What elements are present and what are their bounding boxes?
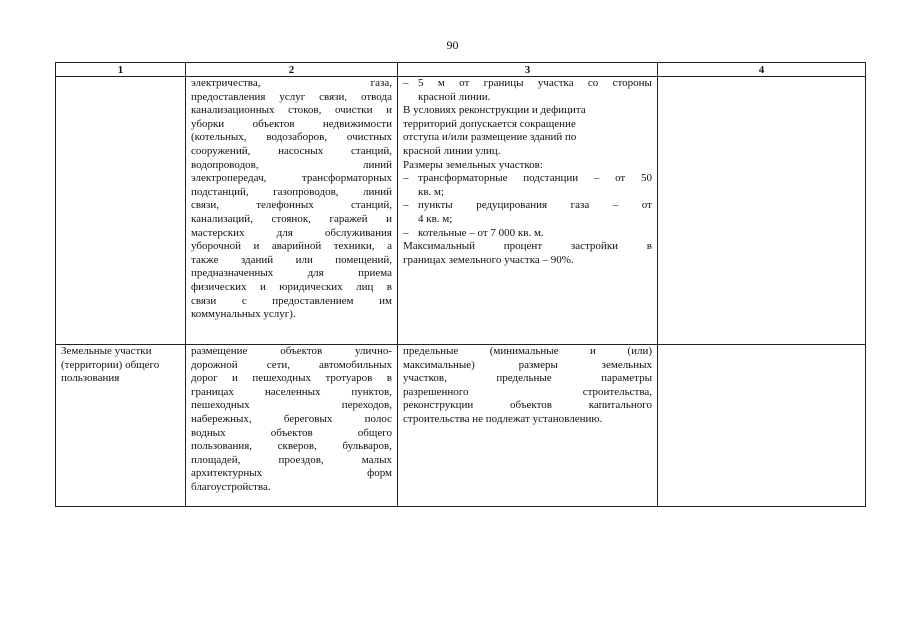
- text-line: уборочной и аварийной техники, а: [191, 240, 392, 253]
- text-line: Земельные участки: [61, 345, 152, 357]
- header-col-3: 3: [398, 63, 658, 77]
- text-line: Максимальный процент застройки в: [403, 240, 652, 253]
- text-line: связи с предоставлением им: [191, 294, 392, 307]
- text-line: сооружений, насосных станций,: [191, 144, 392, 157]
- list-item: [403, 172, 652, 199]
- row1-col4-cell: [658, 77, 866, 345]
- text-line: предельные (минимальные и (или): [403, 345, 652, 357]
- text-line: предоставления услуг связи, отвода: [191, 90, 392, 103]
- text-line: подстанций, газопроводов, линий: [191, 185, 392, 198]
- text-line: дорог и пешеходных тротуаров в: [191, 372, 392, 385]
- dash-marker: –: [403, 226, 409, 239]
- text-line: водопроводов, линий: [191, 158, 392, 171]
- text-line: пользования, скверов, бульваров,: [191, 440, 392, 453]
- text-line: максимальные) размеры земельных: [403, 358, 652, 371]
- list-item: [403, 77, 652, 104]
- text-line: кв. м;: [418, 185, 445, 198]
- header-row: [56, 63, 866, 77]
- page-number: 90: [446, 38, 459, 52]
- text-line: канализационных стоков, очистки и: [191, 104, 392, 117]
- text-line: (котельных, водозаборов, очистных: [191, 131, 392, 144]
- text-line: также зданий или помещений,: [191, 253, 392, 266]
- list-item: [403, 199, 652, 226]
- text-line: дорожной сети, автомобильных: [191, 358, 392, 371]
- text-line: электричества, газа,: [191, 77, 392, 89]
- row1-col2-cell: [186, 77, 398, 345]
- dash-marker: –: [403, 172, 409, 185]
- text-line: границах населенных пунктов,: [191, 385, 392, 398]
- text-line: коммунальных услуг).: [191, 308, 296, 321]
- row1-col1-cell: [56, 77, 186, 345]
- sizes-title: Размеры земельных участков:: [403, 158, 543, 171]
- header-col-1: 1: [56, 63, 186, 77]
- text-line: отступа и/или размещение зданий по: [403, 131, 577, 144]
- text-line: территорий допускается сокращение: [403, 117, 576, 130]
- text-line: пункты редуцирования газа – от: [418, 199, 652, 212]
- text-line: красной линии улиц.: [403, 144, 501, 157]
- text-line: физических и юридических лиц в: [191, 280, 392, 293]
- text-line: уборки объектов недвижимости: [191, 117, 392, 130]
- text-line: красной линии.: [418, 90, 491, 103]
- text-line: строительства не подлежат установлению.: [403, 412, 603, 425]
- text-line: предназначенных для приема: [191, 267, 392, 280]
- table-row: [56, 345, 866, 507]
- text-line: разрешенного строительства,: [403, 385, 652, 398]
- header-col-4: 4: [658, 63, 866, 77]
- text-line: набережных, береговых полос: [191, 412, 392, 425]
- zoning-table: [55, 62, 866, 507]
- text-line: (территории) общего: [61, 358, 160, 371]
- row1-col3-cell: [398, 77, 658, 345]
- row2-col1-cell: [56, 345, 186, 507]
- text-line: В условиях реконструкции и дефицита: [403, 104, 586, 117]
- text-line: котельные – от 7 000 кв. м.: [418, 226, 544, 239]
- text-line: пользования: [61, 372, 120, 385]
- text-line: электропередач, трансформаторных: [191, 172, 392, 185]
- text-line: канализаций, стоянок, гаражей и: [191, 212, 392, 225]
- table-row: [56, 77, 866, 345]
- header-col-2: 2: [186, 63, 398, 77]
- text-line: пешеходных переходов,: [191, 399, 392, 412]
- dash-marker: –: [403, 199, 409, 212]
- text-line: трансформаторные подстанции – от 50: [418, 172, 652, 185]
- list-item: [403, 227, 652, 241]
- dash-marker: –: [403, 77, 409, 89]
- text-line: размещение объектов улично-: [191, 345, 392, 357]
- text-line: благоустройства.: [191, 480, 271, 493]
- row2-col3-cell: [398, 345, 658, 507]
- text-line: площадей, проездов, малых: [191, 453, 392, 466]
- text-line: связи, телефонных станций,: [191, 199, 392, 212]
- text-line: мастерских для обслуживания: [191, 226, 392, 239]
- text-line: архитектурных форм: [191, 467, 392, 480]
- text-line: границах земельного участка – 90%.: [403, 253, 574, 266]
- text-line: участков, предельные параметры: [403, 372, 652, 385]
- text-line: 4 кв. м;: [418, 212, 453, 225]
- row2-col4-cell: [658, 345, 866, 507]
- text-line: 5 м от границы участка со стороны: [418, 77, 652, 89]
- text-line: реконструкции объектов капитального: [403, 399, 652, 412]
- text-line: водных объектов общего: [191, 426, 392, 439]
- row2-col2-cell: [186, 345, 398, 507]
